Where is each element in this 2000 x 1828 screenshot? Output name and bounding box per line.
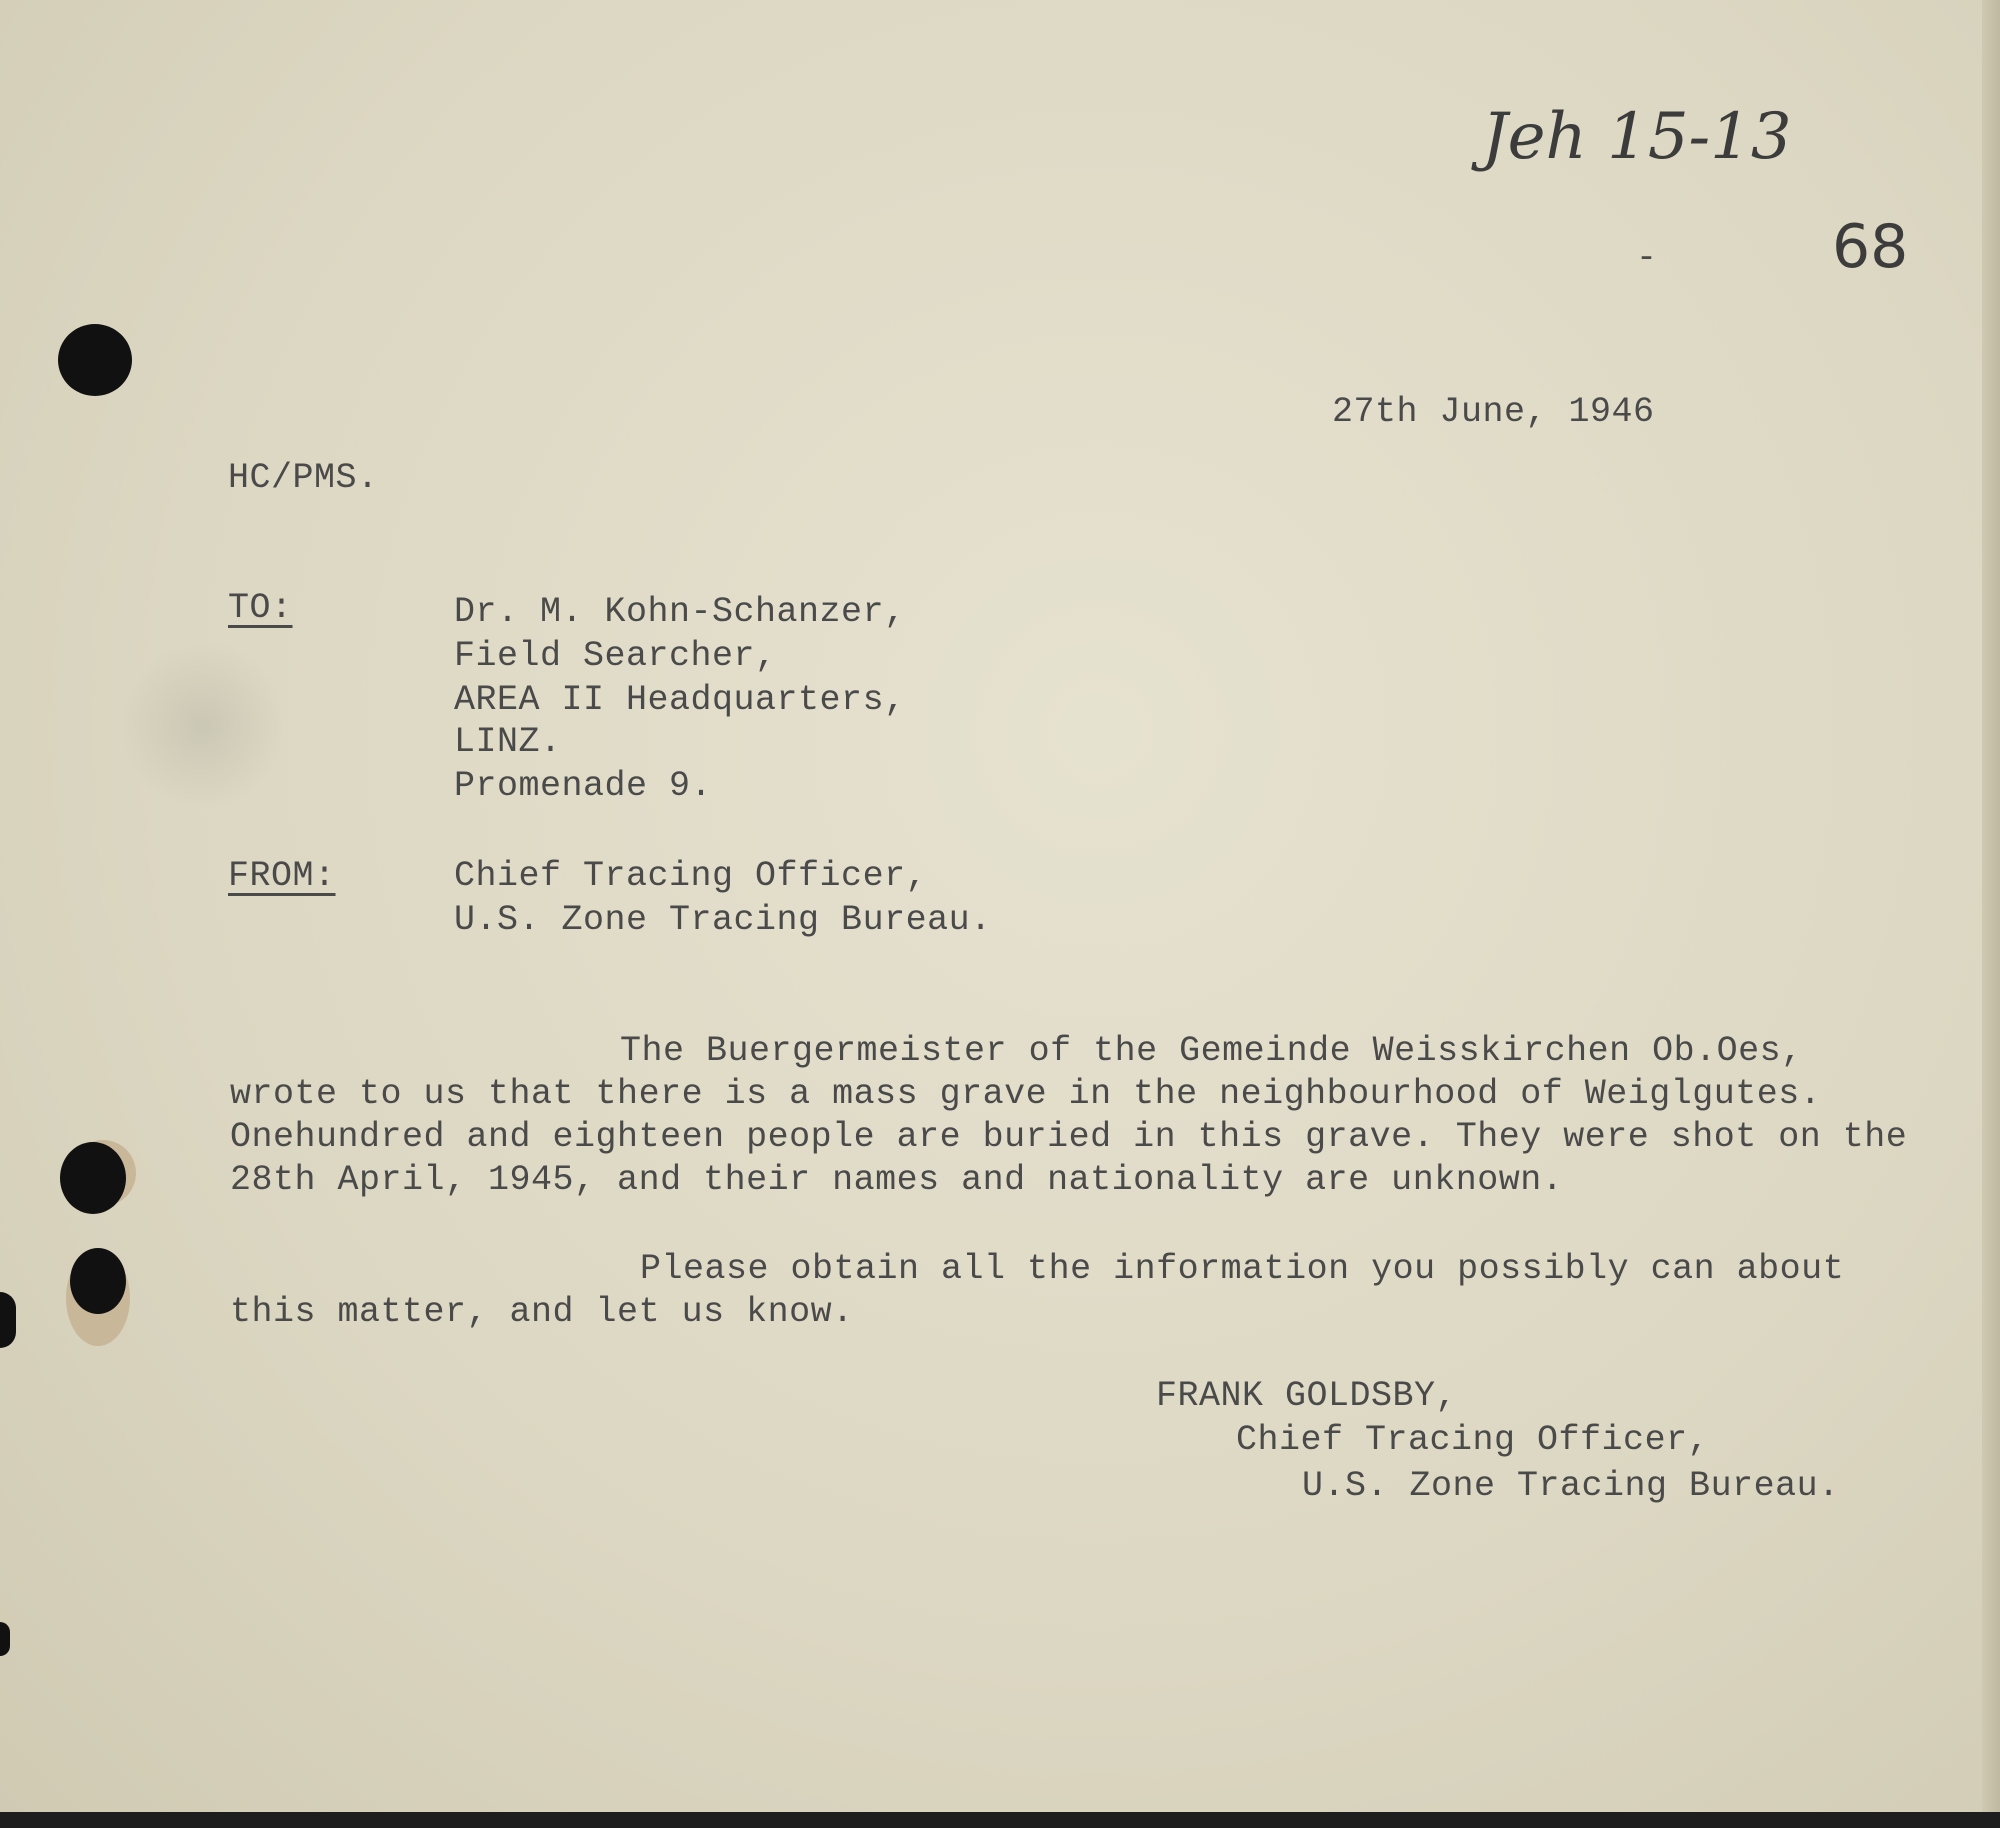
punch-hole [70, 1248, 126, 1314]
to-line: Dr. M. Kohn-Schanzer, [454, 592, 906, 632]
paper-edge [1982, 0, 2000, 1812]
from-line: Chief Tracing Officer, [454, 856, 928, 896]
from-label: FROM: [228, 856, 336, 896]
from-line: U.S. Zone Tracing Bureau. [454, 900, 992, 940]
reference-code: HC/PMS. [228, 458, 379, 498]
dash-mark: - [1636, 238, 1658, 278]
punch-hole-edge [0, 1292, 16, 1348]
to-line: LINZ. [454, 722, 562, 762]
signature-org: U.S. Zone Tracing Bureau. [1302, 1466, 1840, 1506]
page-number: 68 [1832, 212, 1909, 282]
scan-border [0, 1812, 2000, 1828]
signature-title: Chief Tracing Officer, [1236, 1420, 1710, 1460]
to-line: AREA II Headquarters, [454, 680, 906, 720]
body-paragraph: The Buergermeister of the Gemeinde Weisskirchen Ob.Oes, wrote to us that there is a mass grave in the neighbourhood of Weiglgutes. Onehundred and eighteen people are buried in this grave. They were shot on the 28th April, 1945, and their names and nationality are unknown. [230, 1031, 1908, 1200]
body-paragraph: Please obtain all the information you possibly can about this matter, and let us know. [230, 1249, 1845, 1332]
to-label: TO: [228, 588, 293, 628]
to-line: Promenade 9. [454, 766, 713, 806]
signature-name: FRANK GOLDSBY, [1156, 1376, 1458, 1416]
punch-hole [60, 1142, 126, 1214]
handwritten-annotation: Jeh 15-13 [1482, 100, 1792, 174]
paper-smudge [118, 640, 288, 810]
punch-hole-edge [0, 1622, 10, 1656]
to-line: Field Searcher, [454, 636, 777, 676]
letter-date: 27th June, 1946 [1332, 392, 1655, 432]
punch-hole [58, 324, 132, 396]
